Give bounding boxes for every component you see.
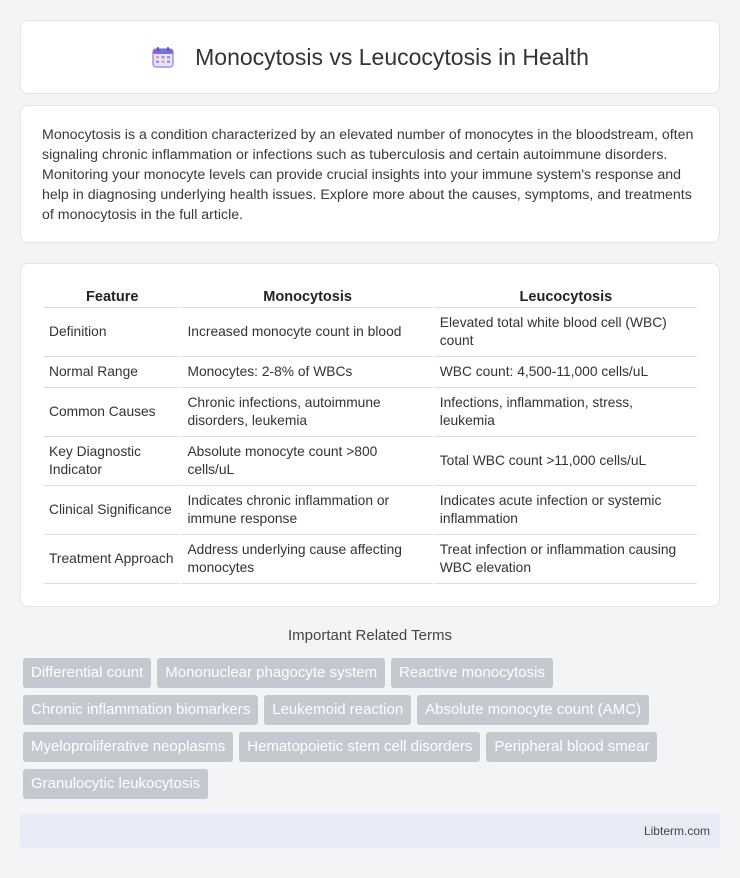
comparison-table-card: [20, 263, 720, 607]
header-feature: Feature: [44, 286, 180, 308]
tag-differential-count[interactable]: Differential count: [23, 658, 151, 688]
cell-leucocytosis: WBC count: 4,500-11,000 cells/uL: [435, 357, 697, 388]
cell-feature: Definition: [44, 308, 180, 357]
related-terms-list: [23, 658, 723, 799]
cell-leucocytosis: Treat infection or inflammation causing WBC elevation: [435, 535, 697, 584]
table-row: [44, 357, 697, 388]
page-title: Monocytosis vs Leucocytosis in Health: [195, 43, 589, 70]
cell-leucocytosis: Elevated total white blood cell (WBC) count: [435, 308, 697, 357]
tag-peripheral-blood-smear[interactable]: Peripheral blood smear: [486, 732, 657, 762]
cell-feature: Common Causes: [44, 388, 180, 437]
calendar-icon: [151, 45, 175, 69]
cell-monocytosis: Indicates chronic inflammation or immune response: [182, 486, 432, 535]
tag-absolute-monocyte-count[interactable]: Absolute monocyte count (AMC): [417, 695, 649, 725]
comparison-table: [42, 286, 699, 584]
tag-leukemoid-reaction[interactable]: Leukemoid reaction: [264, 695, 411, 725]
table-row: [44, 308, 697, 357]
table-row: [44, 535, 697, 584]
title-card: [20, 20, 720, 94]
cell-leucocytosis: Infections, inflammation, stress, leukemia: [435, 388, 697, 437]
cell-monocytosis: Address underlying cause affecting monocytes: [182, 535, 432, 584]
cell-leucocytosis: Indicates acute infection or systemic inflammation: [435, 486, 697, 535]
cell-feature: Normal Range: [44, 357, 180, 388]
tag-granulocytic-leukocytosis[interactable]: Granulocytic leukocytosis: [23, 769, 208, 799]
table-row: [44, 437, 697, 486]
table-row: [44, 486, 697, 535]
related-terms-title: Important Related Terms: [288, 627, 452, 644]
intro-card: [20, 105, 720, 243]
tag-reactive-monocytosis[interactable]: Reactive monocytosis: [391, 658, 553, 688]
cell-leucocytosis: Total WBC count >11,000 cells/uL: [435, 437, 697, 486]
footer: [20, 814, 720, 848]
cell-feature: Treatment Approach: [44, 535, 180, 584]
cell-monocytosis: Chronic infections, autoimmune disorders, leukemia: [182, 388, 432, 437]
tag-chronic-inflammation-biomarkers[interactable]: Chronic inflammation biomarkers: [23, 695, 258, 725]
tag-hematopoietic-stem-cell-disorders[interactable]: Hematopoietic stem cell disorders: [239, 732, 480, 762]
intro-text: Monocytosis is a condition characterized by an elevated number of monocytes in the bloodstream, often signaling chronic inflammation or infections such as tuberculosis and certain autoimmune disorders. Monitoring your monocyte levels can provide crucial insights into your immune system's response and help in diagnosing underlying health issues. Explore more about the causes, symptoms, and treatments of monocytosis in the full article.: [42, 127, 694, 223]
tag-mononuclear-phagocyte-system[interactable]: Mononuclear phagocyte system: [157, 658, 385, 688]
cell-feature: Clinical Significance: [44, 486, 180, 535]
header-leucocytosis: Leucocytosis: [435, 286, 697, 308]
cell-monocytosis: Absolute monocyte count >800 cells/uL: [182, 437, 432, 486]
table-header-row: [44, 286, 697, 308]
tag-myeloproliferative-neoplasms[interactable]: Myeloproliferative neoplasms: [23, 732, 233, 762]
header-monocytosis: Monocytosis: [182, 286, 432, 308]
footer-site-link[interactable]: Libterm.com: [643, 824, 710, 838]
cell-monocytosis: Increased monocyte count in blood: [182, 308, 432, 357]
cell-feature: Key Diagnostic Indicator: [44, 437, 180, 486]
table-row: [44, 388, 697, 437]
cell-monocytosis: Monocytes: 2-8% of WBCs: [182, 357, 432, 388]
